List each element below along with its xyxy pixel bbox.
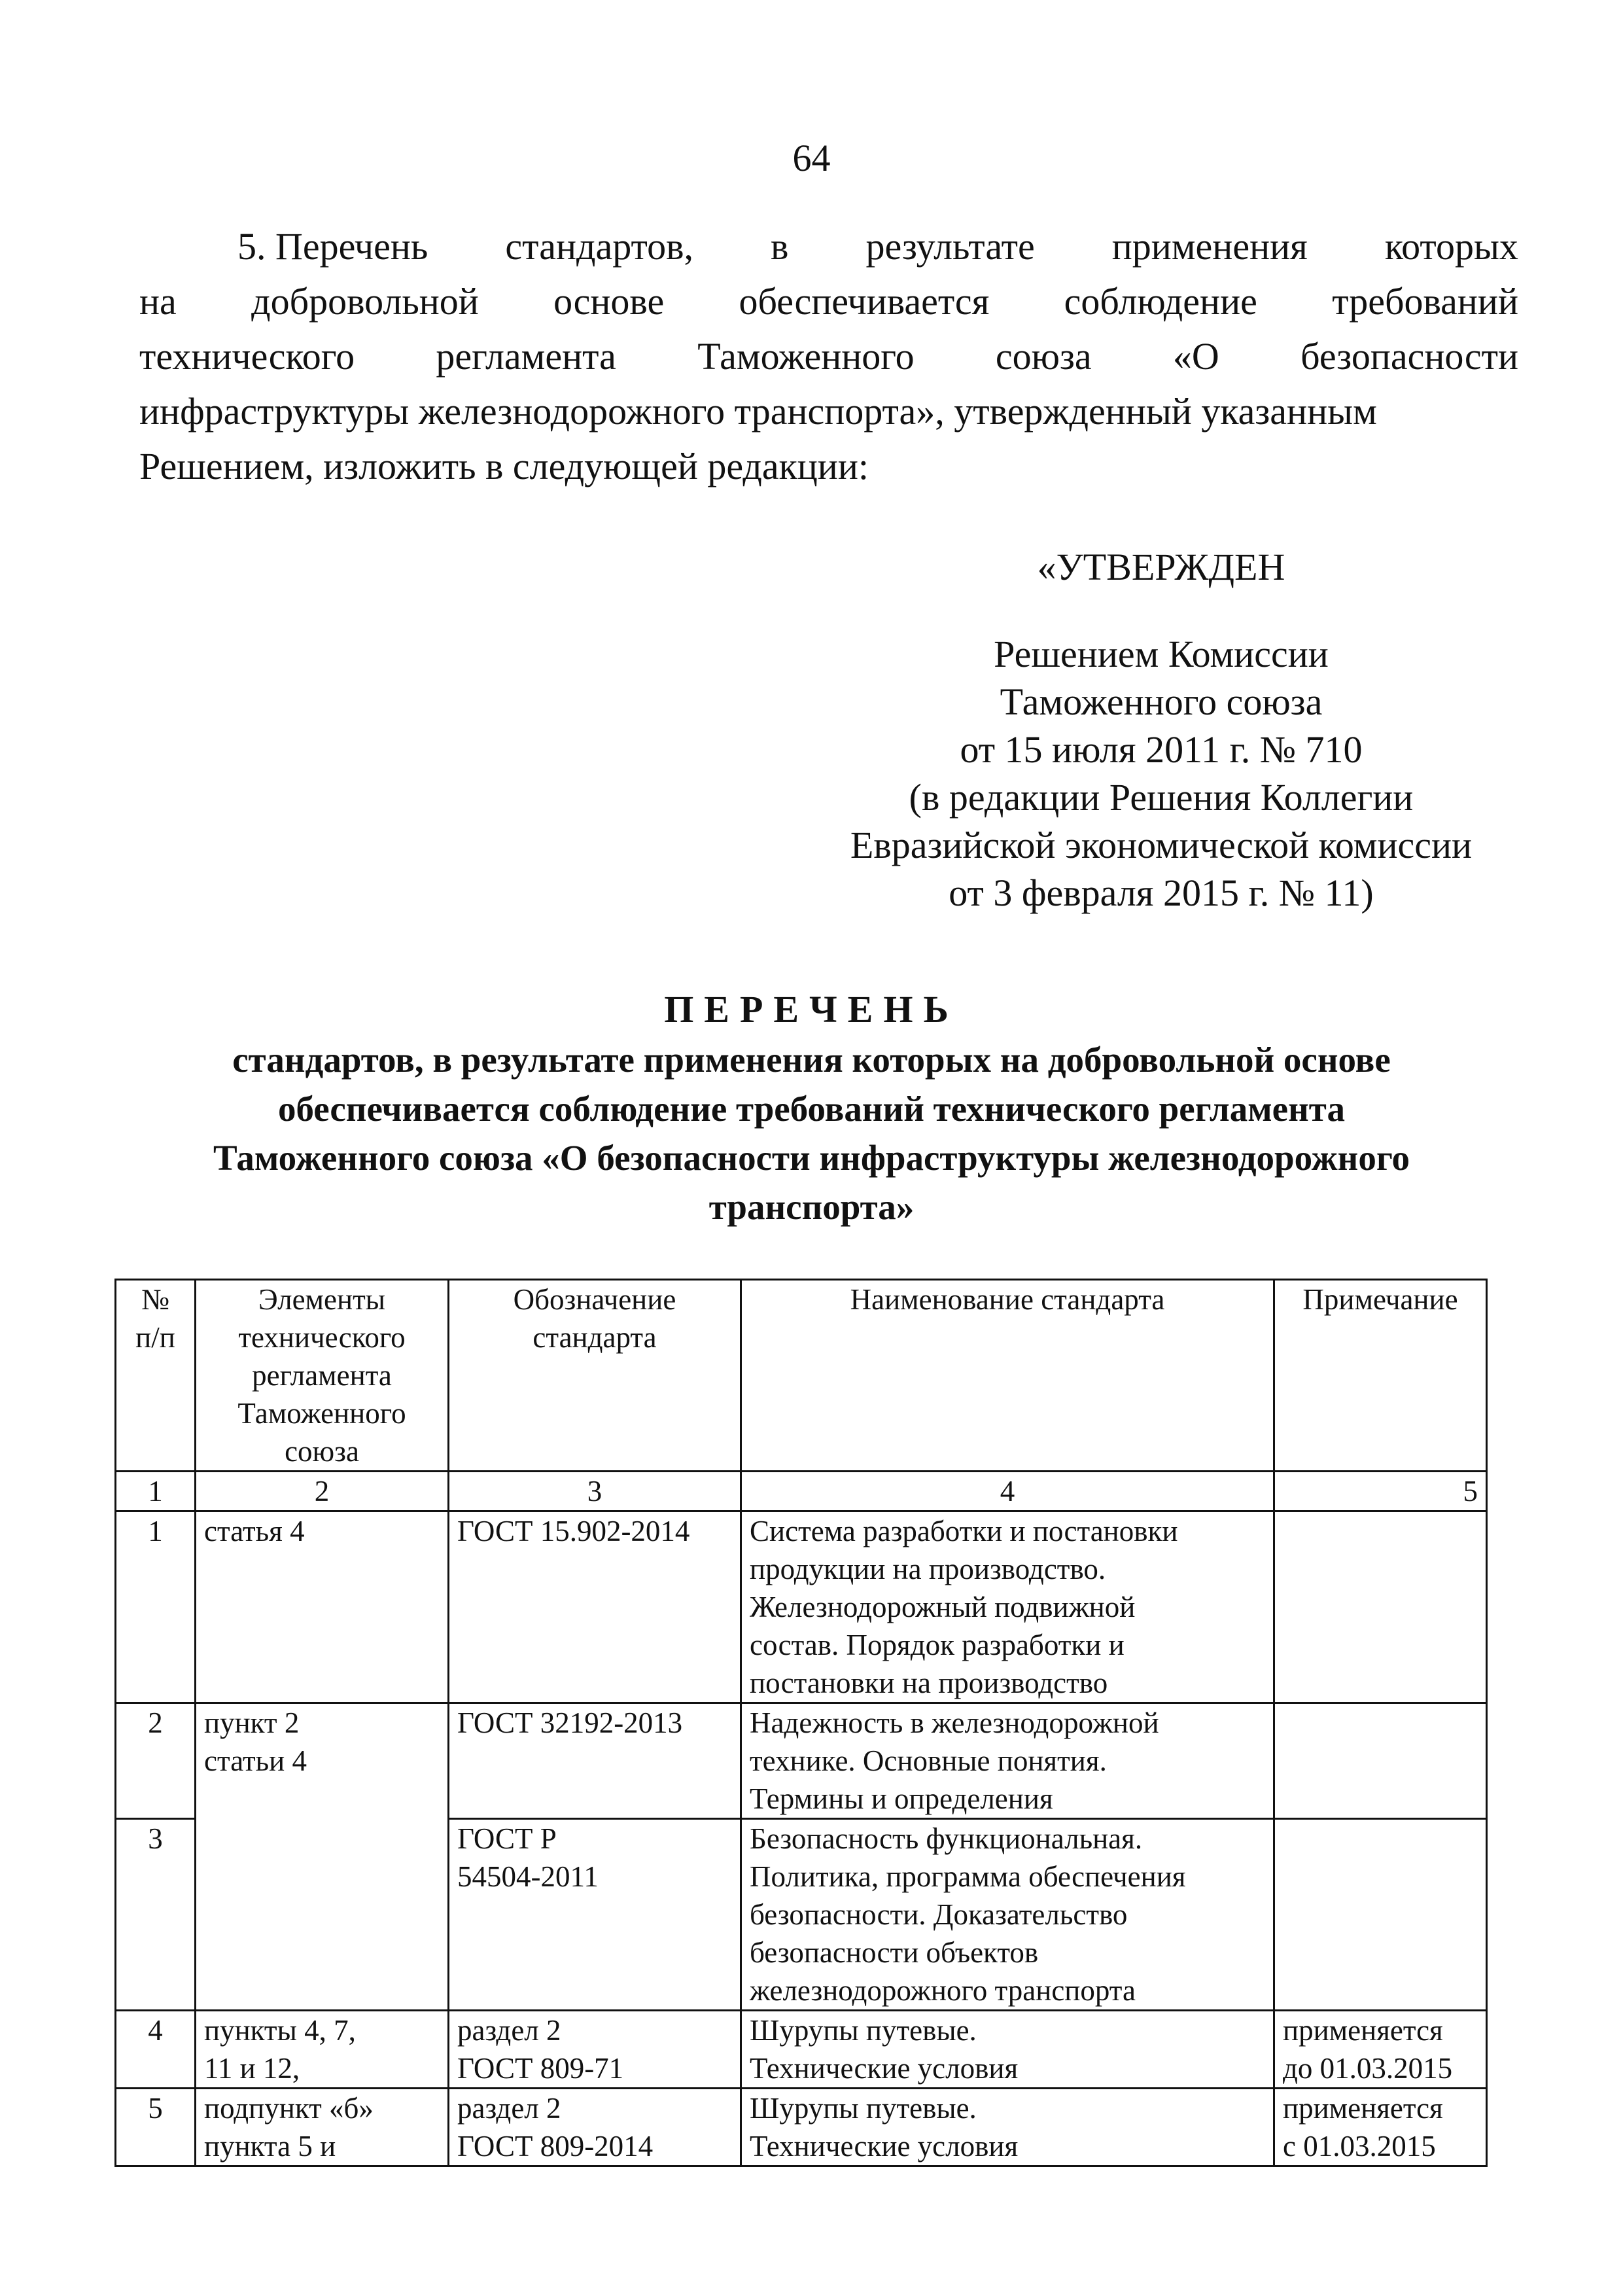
- row-name: Надежность в железнодорожной технике. Основные понятия. Термины и определения: [741, 1703, 1274, 1819]
- intro-paragraph: [139, 219, 1518, 494]
- table-row: [116, 1511, 1487, 1703]
- header-num: № п/п: [116, 1280, 196, 1472]
- table-row: [116, 2011, 1487, 2089]
- row-name: Шурупы путевые. Технические условия: [741, 2011, 1274, 2089]
- row-name: Безопасность функциональная. Политика, программа обеспечения безопасности. Доказательство безопасности объектов железнодорожного транспорта: [741, 1819, 1274, 2011]
- title-line: транспорта»: [708, 1187, 915, 1227]
- approval-line: Решением Комиссии: [994, 633, 1329, 675]
- row-element: пункт 2 статьи 4: [196, 1703, 449, 2011]
- row-designation: раздел 2 ГОСТ 809-71: [449, 2011, 741, 2089]
- row-num: 3: [116, 1819, 196, 2011]
- row-designation: ГОСТ 15.902-2014: [449, 1511, 741, 1703]
- row-note: [1274, 1511, 1487, 1703]
- table-row: [116, 1703, 1487, 1819]
- row-element: статья 4: [196, 1511, 449, 1703]
- title-line: Таможенного союза «О безопасности инфраструктуры железнодорожного: [213, 1138, 1410, 1178]
- row-name: Система разработки и постановки продукции на производство. Железнодорожный подвижной состав. Порядок разработки и постановки на производство: [741, 1511, 1274, 1703]
- col-number: 1: [116, 1472, 196, 1511]
- approval-line: от 15 июля 2011 г. № 710: [960, 728, 1363, 771]
- title-heading: ПЕРЕЧЕНЬ: [664, 988, 959, 1031]
- row-note: применяется до 01.03.2015: [1274, 2011, 1487, 2089]
- intro-line-2: на добровольной основе обеспечивается соблюдение требований: [139, 280, 1518, 323]
- intro-line-3: технического регламента Таможенного союза «О безопасности: [139, 335, 1518, 378]
- row-note: [1274, 1819, 1487, 2011]
- page-number: 64: [792, 137, 831, 179]
- approval-block: [785, 543, 1537, 917]
- row-num: 2: [116, 1703, 196, 1819]
- col-number: 5: [1274, 1472, 1487, 1511]
- intro-line-4: инфраструктуры железнодорожного транспорта», утвержденный указанным: [139, 390, 1377, 433]
- approval-line: (в редакции Решения Коллегии: [909, 776, 1414, 819]
- approval-heading: «УТВЕРЖДЕН: [1037, 546, 1285, 588]
- row-num: 4: [116, 2011, 196, 2089]
- row-designation: ГОСТ Р 54504-2011: [449, 1819, 741, 2011]
- row-designation: раздел 2 ГОСТ 809-2014: [449, 2089, 741, 2166]
- column-number-row: [116, 1472, 1487, 1511]
- header-elements: Элементы технического регламента Таможенного союза: [196, 1280, 449, 1472]
- row-num: 5: [116, 2089, 196, 2166]
- intro-line-5: Решением, изложить в следующей редакции:: [139, 445, 869, 487]
- table-header-row: [116, 1280, 1487, 1472]
- col-number: 4: [741, 1472, 1274, 1511]
- title-line: стандартов, в результате применения которых на добровольной основе: [232, 1040, 1391, 1080]
- row-element: подпункт «б» пункта 5 и: [196, 2089, 449, 2166]
- approval-line: от 3 февраля 2015 г. № 11): [949, 872, 1374, 914]
- header-note: Примечание: [1274, 1280, 1487, 1472]
- col-number: 3: [449, 1472, 741, 1511]
- header-designation: Обозначение стандарта: [449, 1280, 741, 1472]
- row-note: применяется с 01.03.2015: [1274, 2089, 1487, 2166]
- row-note: [1274, 1703, 1487, 1819]
- intro-line-1: 5. Перечень стандартов, в результате применения которых: [237, 225, 1518, 268]
- table-row: [116, 2089, 1487, 2166]
- standards-table: [114, 1279, 1488, 2167]
- title-line: обеспечивается соблюдение требований технического регламента: [278, 1089, 1345, 1129]
- row-element: пункты 4, 7, 11 и 12,: [196, 2011, 449, 2089]
- header-name: Наименование стандарта: [741, 1280, 1274, 1472]
- row-num: 1: [116, 1511, 196, 1703]
- row-name: Шурупы путевые. Технические условия: [741, 2089, 1274, 2166]
- row-designation: ГОСТ 32192-2013: [449, 1703, 741, 1819]
- col-number: 2: [196, 1472, 449, 1511]
- approval-line: Евразийской экономической комиссии: [850, 824, 1473, 866]
- approval-line: Таможенного союза: [1000, 680, 1323, 723]
- document-title: [0, 985, 1623, 1231]
